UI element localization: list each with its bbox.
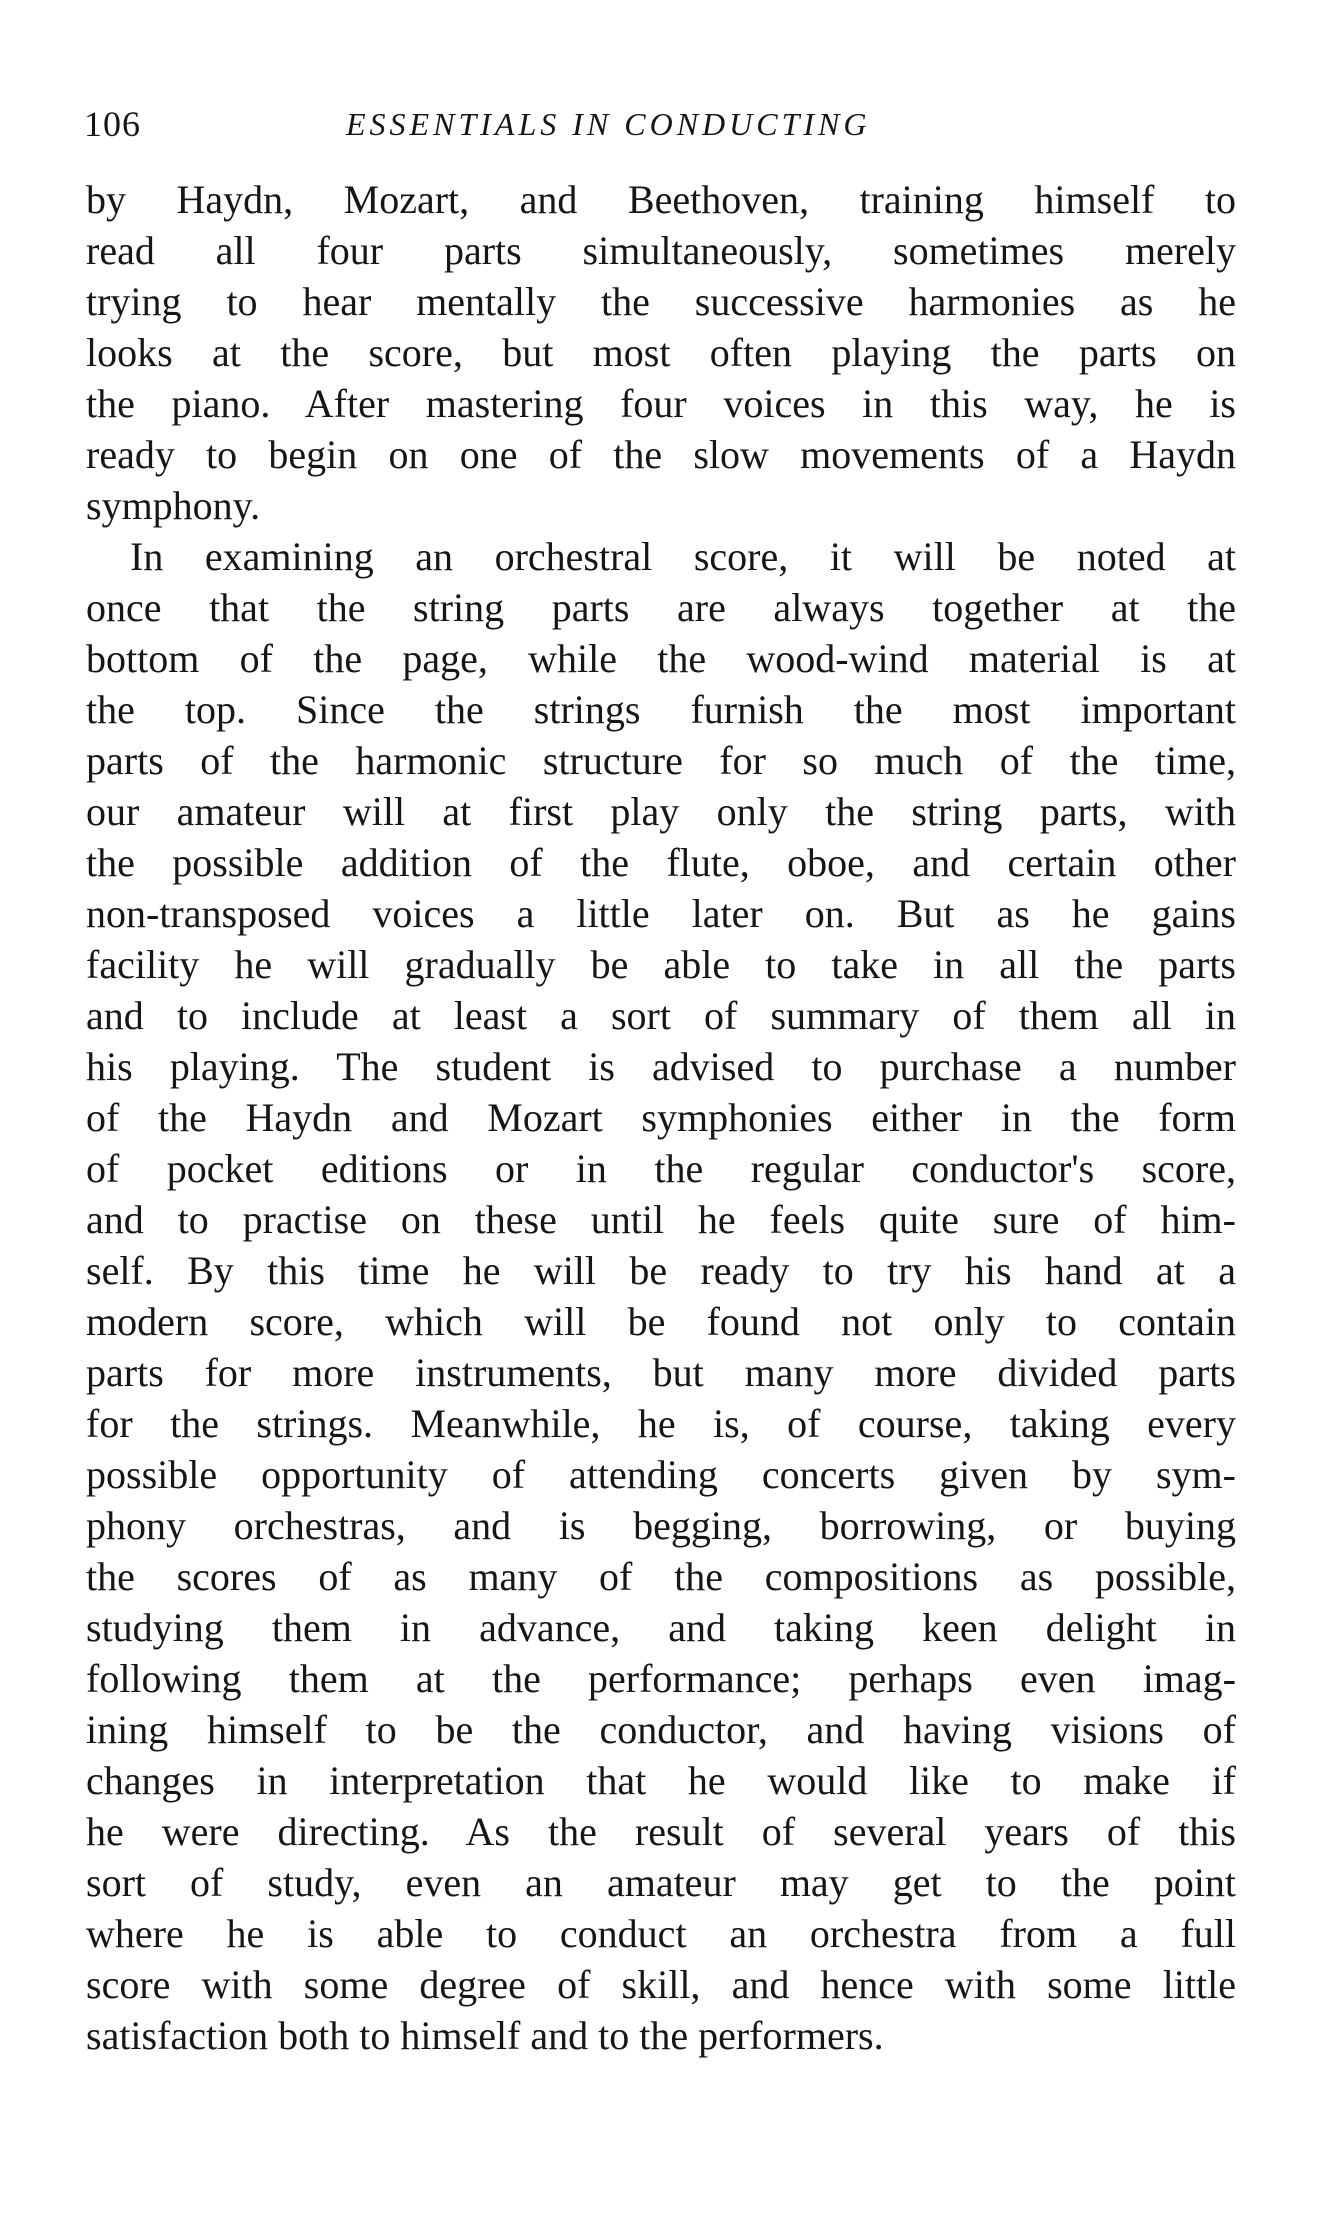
text-line: for the strings. Meanwhile, he is, of course, taking every	[86, 1401, 1236, 1446]
text-line: the scores of as many of the compositions as possible,	[86, 1554, 1236, 1599]
text-line: score with some degree of skill, and hence with some little	[86, 1962, 1236, 2007]
text-line: looks at the score, but most often playing the parts on	[86, 330, 1236, 375]
text-line: trying to hear mentally the successive harmonies as he	[86, 279, 1236, 324]
text-line: parts for more instruments, but many more divided parts	[86, 1350, 1236, 1395]
running-title: ESSENTIALS IN CONDUCTING	[346, 106, 871, 142]
text-line: changes in interpretation that he would like to make if	[86, 1758, 1236, 1803]
paragraph-1	[86, 174, 1236, 531]
text-line: bottom of the page, while the wood-wind material is at	[86, 636, 1236, 681]
text-line: sort of study, even an amateur may get to the point	[86, 1860, 1236, 1905]
text-line: and to practise on these until he feels quite sure of him-	[86, 1197, 1236, 1242]
text-line: the piano. After mastering four voices in this way, he is	[86, 381, 1236, 426]
text-line: once that the string parts are always together at the	[86, 585, 1236, 630]
text-line: possible opportunity of attending concerts given by sym-	[86, 1452, 1236, 1497]
text-line: by Haydn, Mozart, and Beethoven, training himself to	[86, 177, 1236, 222]
text-line: ining himself to be the conductor, and having visions of	[86, 1707, 1236, 1752]
text-line: he were directing. As the result of several years of this	[86, 1809, 1236, 1854]
text-line: ready to begin on one of the slow movements of a Haydn	[86, 432, 1236, 477]
text-line: In examining an orchestral score, it will be noted at	[130, 534, 1236, 579]
text-line: parts of the harmonic structure for so much of the time,	[86, 738, 1236, 783]
text-line: where he is able to conduct an orchestra from a full	[86, 1911, 1236, 1956]
paragraph-2	[86, 531, 1236, 2061]
text-line: following them at the performance; perhaps even imag-	[86, 1656, 1236, 1701]
text-line: read all four parts simultaneously, sometimes merely	[86, 228, 1236, 273]
text-line: modern score, which will be found not only to contain	[86, 1299, 1236, 1344]
text-line: non-transposed voices a little later on. But as he gains	[86, 891, 1236, 936]
text-line: of pocket editions or in the regular conductor's score,	[86, 1146, 1236, 1191]
page-number: 106	[84, 104, 141, 144]
text-line: phony orchestras, and is begging, borrowing, or buying	[86, 1503, 1236, 1548]
text-line: his playing. The student is advised to purchase a number	[86, 1044, 1236, 1089]
text-line: studying them in advance, and taking keen delight in	[86, 1605, 1236, 1650]
page-header	[84, 96, 1234, 152]
text-line: facility he will gradually be able to take in all the parts	[86, 942, 1236, 987]
text-line: and to include at least a sort of summary of them all in	[86, 993, 1236, 1038]
text-line: symphony.	[86, 483, 261, 528]
text-line: the possible addition of the flute, oboe, and certain other	[86, 840, 1236, 885]
text-line: self. By this time he will be ready to try his hand at a	[86, 1248, 1236, 1293]
body-text	[86, 174, 1236, 2061]
text-line: the top. Since the strings furnish the most important	[86, 687, 1236, 732]
text-line: our amateur will at first play only the string parts, with	[86, 789, 1236, 834]
text-line: satisfaction both to himself and to the performers.	[86, 2013, 884, 2058]
text-line: of the Haydn and Mozart symphonies either in the form	[86, 1095, 1236, 1140]
